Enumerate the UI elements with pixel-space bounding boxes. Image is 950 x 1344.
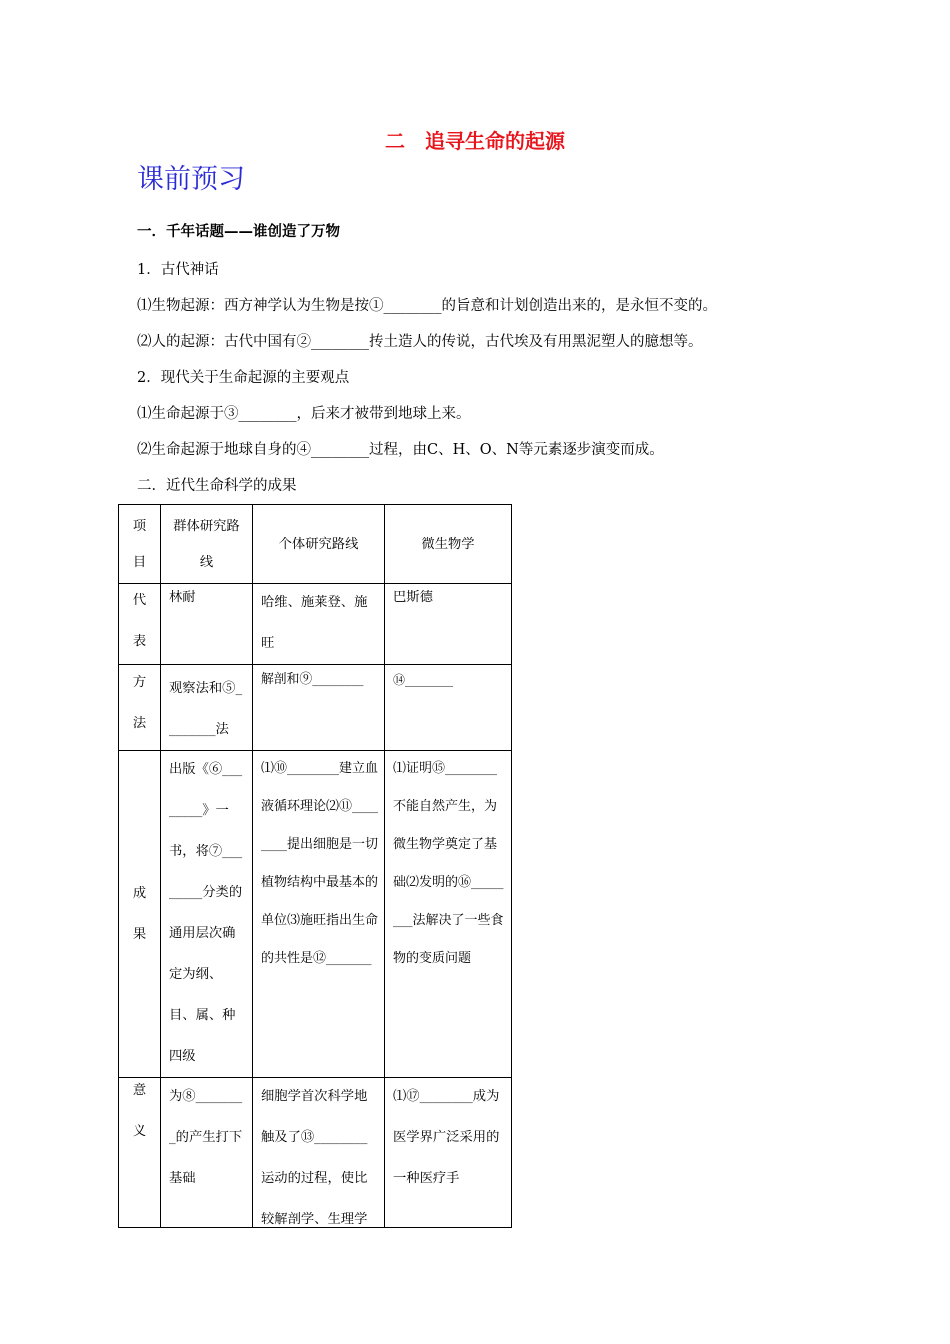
table-cell: 解剖和⑨________ bbox=[253, 665, 385, 751]
page-title: 二 追寻生命的起源 bbox=[385, 129, 565, 153]
row-label: 代表 bbox=[119, 584, 161, 665]
line-4: 2．现代关于生命起源的主要观点 bbox=[137, 370, 350, 386]
row-label: 方法 bbox=[119, 665, 161, 751]
table-cell: 观察法和⑤________法 bbox=[161, 665, 253, 751]
line-6: ⑵生命起源于地球自身的④________过程，由C、H、O、N等元素逐步演变而成。 bbox=[137, 442, 664, 458]
table-row bbox=[119, 1078, 512, 1228]
row-label: 意义 bbox=[119, 1078, 161, 1228]
table-cell: 细胞学首次科学地触及了⑬________运动的过程，使比较解剖学、生理学 bbox=[253, 1078, 385, 1228]
table-cell: ⑴⑰________成为医学界广泛采用的一种医疗手 bbox=[385, 1078, 512, 1228]
line-7: 二．近代生命科学的成果 bbox=[137, 478, 297, 494]
table-row bbox=[119, 665, 512, 751]
row-label: 成果 bbox=[119, 751, 161, 1078]
table-cell: ⑴⑩________建立血液循环理论⑵⑪________提出细胞是一切植物结构中最基本的单位⑶施旺指出生命的共性是⑫_______ bbox=[253, 751, 385, 1078]
table-header: 微生物学 bbox=[385, 505, 512, 584]
table-row bbox=[119, 751, 512, 1078]
table-row bbox=[119, 584, 512, 665]
table-header: 项目 bbox=[119, 505, 161, 584]
table-row bbox=[119, 505, 512, 584]
line-2: ⑴生物起源：西方神学认为生物是按①________的旨意和计划创造出来的，是永恒不变的。 bbox=[137, 298, 717, 314]
table-cell: ⑭________ bbox=[385, 665, 512, 751]
table-cell: 出版《⑥________》一书，将⑦________分类的通用层次确定为纲、目、属、种四级 bbox=[161, 751, 253, 1078]
results-table bbox=[118, 504, 512, 1228]
table-header: 个体研究路线 bbox=[253, 505, 385, 584]
table-cell: 巴斯德 bbox=[385, 584, 512, 665]
heading-1: 一．千年话题——谁创造了万物 bbox=[137, 224, 340, 240]
line-3: ⑵人的起源：古代中国有②________抟土造人的传说，古代埃及有用黑泥塑人的臆想等。 bbox=[137, 334, 703, 350]
line-5: ⑴生命起源于③________，后来才被带到地球上来。 bbox=[137, 406, 471, 422]
table-header: 群体研究路线 bbox=[161, 505, 253, 584]
table-cell: ⑴证明⑮________不能自然产生，为微生物学奠定了基础⑵发明的⑯________法解决了一些食物的变质问题 bbox=[385, 751, 512, 1078]
section-heading: 课前预习 bbox=[137, 164, 245, 195]
line-1: 1．古代神话 bbox=[137, 262, 219, 278]
table-cell: 哈维、施莱登、施旺 bbox=[253, 584, 385, 665]
table-cell: 为⑧________的产生打下基础 bbox=[161, 1078, 253, 1228]
table-cell: 林耐 bbox=[161, 584, 253, 665]
